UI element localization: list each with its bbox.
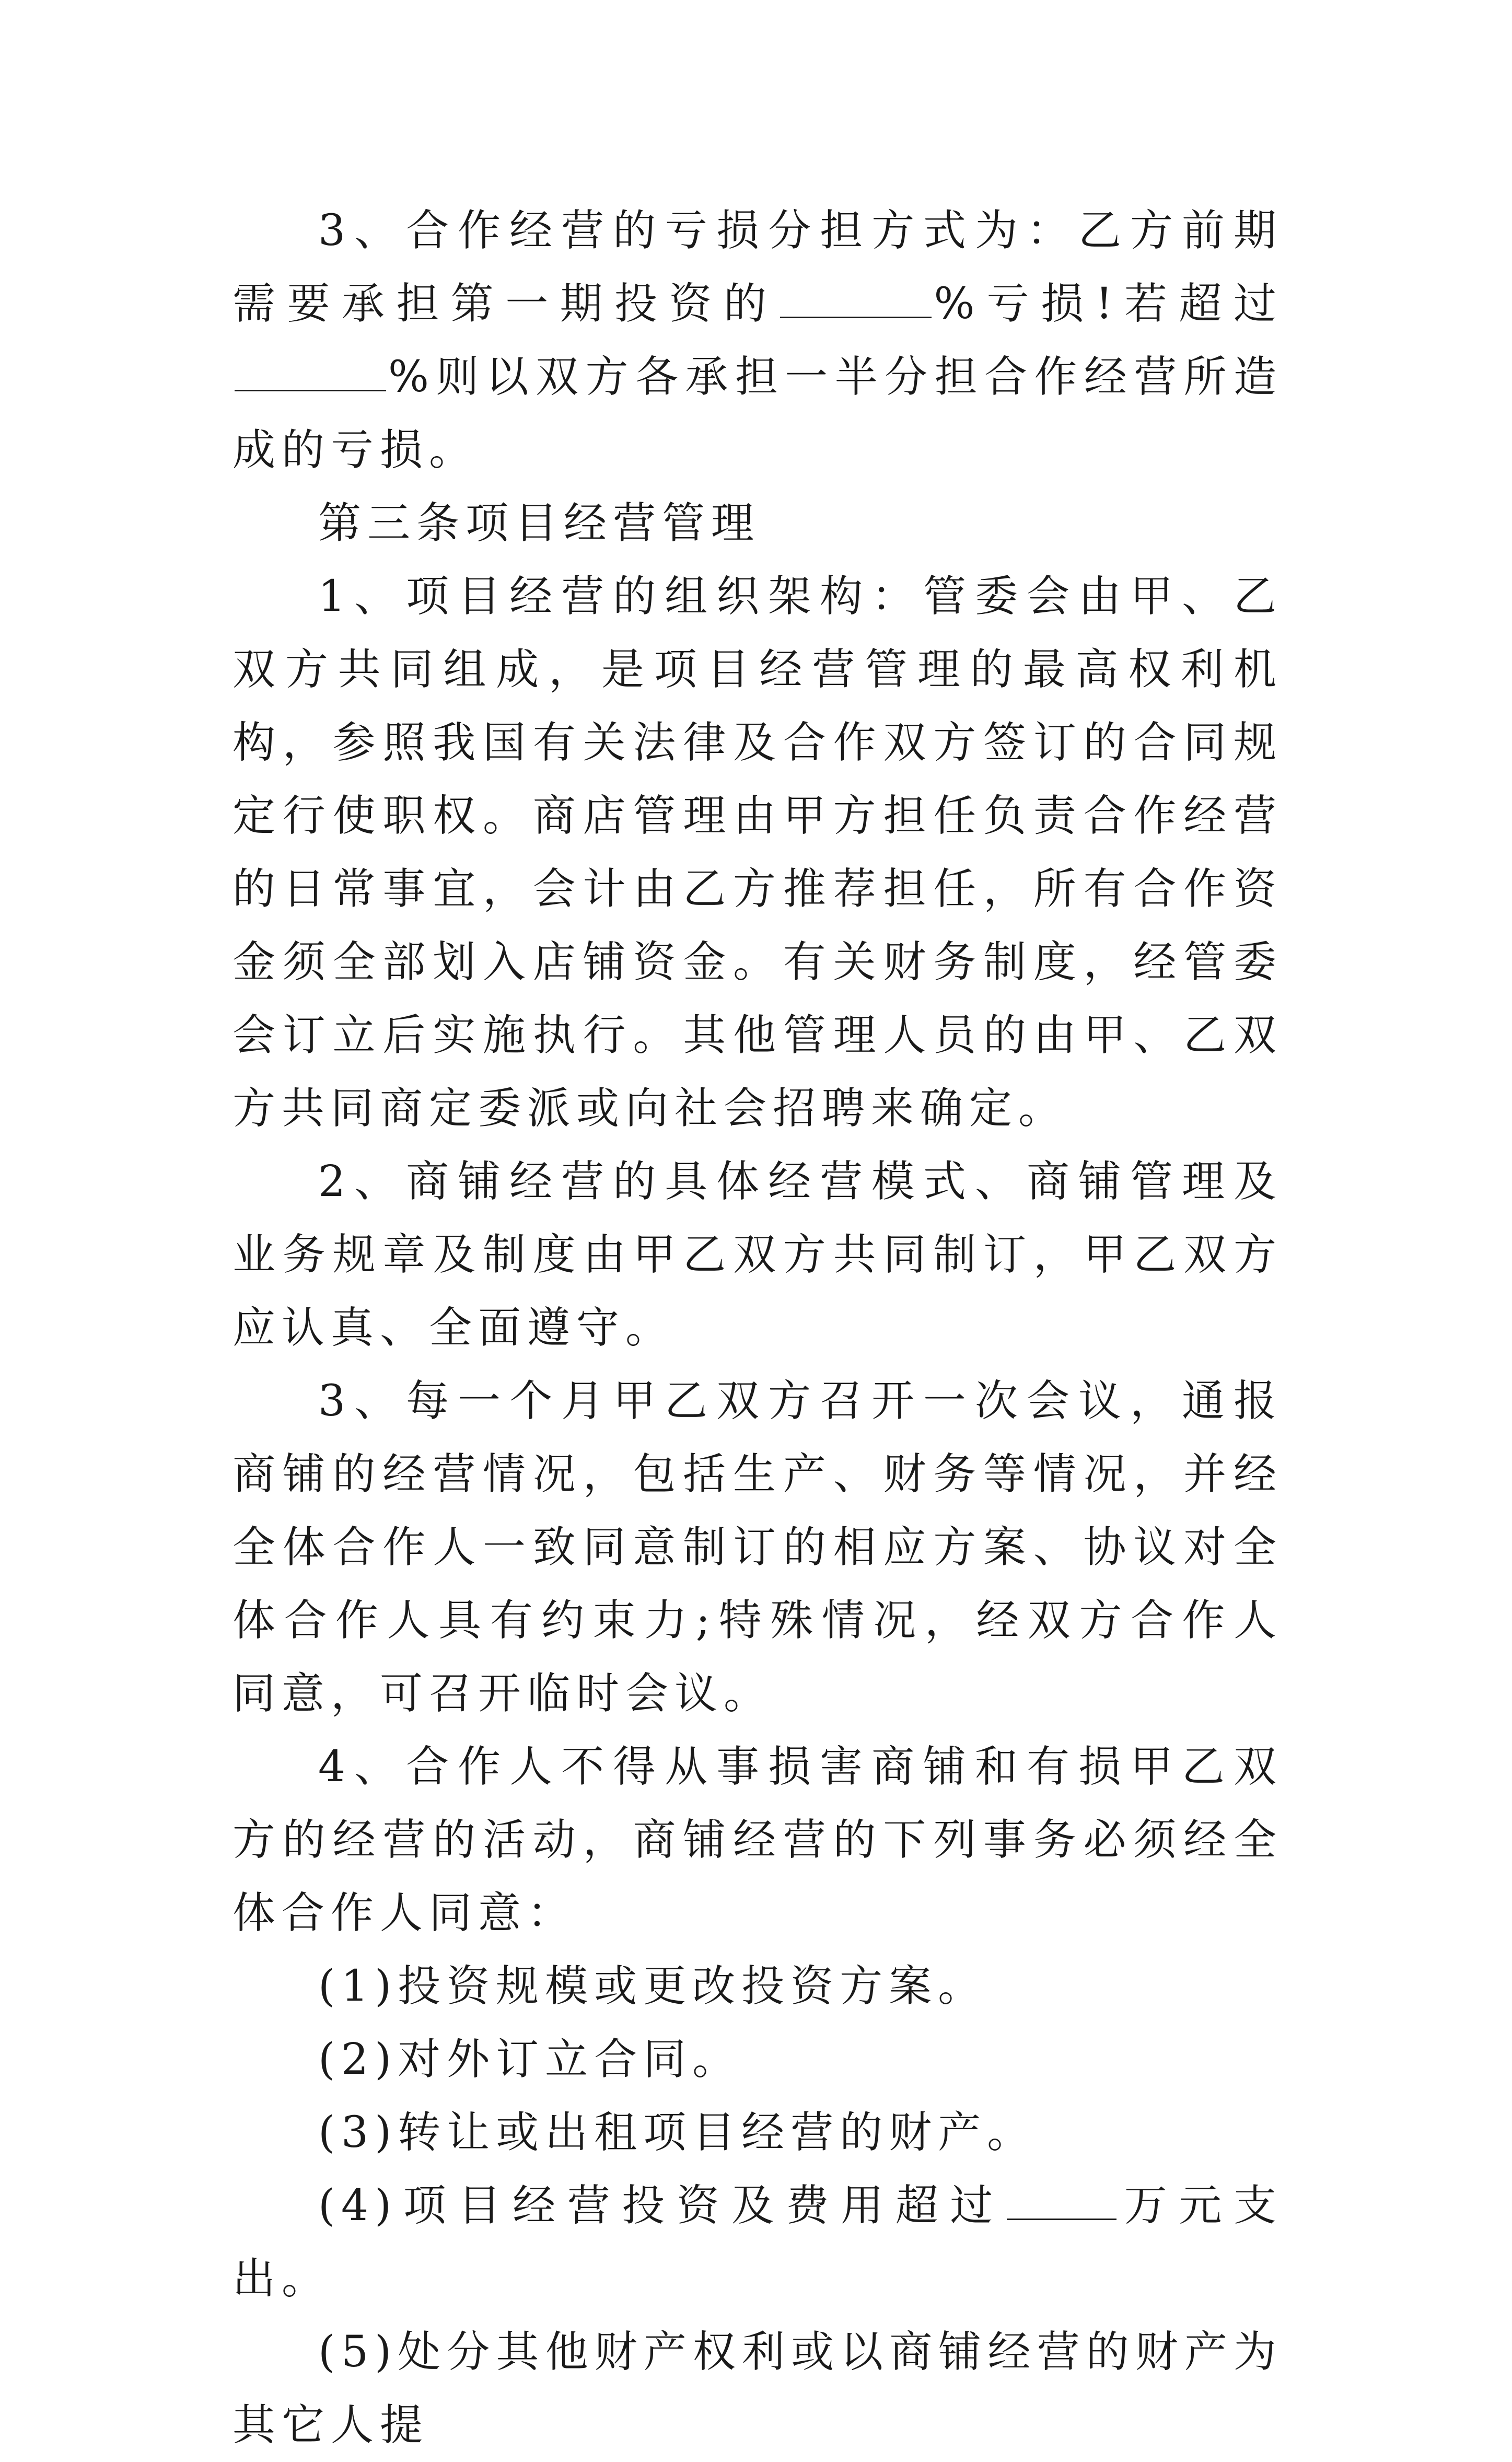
list-item-2: (2)对外订立合同。	[318, 2035, 742, 2084]
document-body	[232, 194, 1283, 2462]
list-item-4-text-start: (4)项目经营投资及费用超过	[318, 2181, 1005, 2231]
paragraph-prohibited-activities: 4、合作人不得从事损害商铺和有损甲乙双方的经营的活动，商铺经营的下列事务必须经全体合作人同意：	[232, 1742, 1283, 1938]
list-item-4-text-end: 万元支出。	[232, 2181, 1283, 2304]
section-heading-article-3: 第三条项目经营管理	[318, 498, 761, 548]
list-item-5: (5)处分其他财产权利或以商铺经营的财产为其它人提	[232, 2327, 1283, 2450]
list-item-4	[232, 2169, 1283, 2316]
paragraph-organization: 1、项目经营的组织架构：管委会由甲、乙双方共同组成，是项目经营管理的最高权利机构，参照我国有关法律及合作双方签订的合同规定行使职权。商店管理由甲方担任负责合作经营的日常事宜，会计由乙方推荐担任，所有合作资金须全部划入店铺资金。有关财务制度，经管委会订立后实施执行。其他管理人员的由甲、乙双方共同商定委派或向社会招聘来确定。	[232, 572, 1283, 1133]
blank-expense-amount	[1007, 2181, 1116, 2220]
loss-sharing-text-middle: %亏损!若超过	[934, 279, 1283, 329]
loss-sharing-text-end: %则以双方各承担一半分担合作经营所造成的亏损。	[232, 352, 1283, 475]
list-item-1: (1)投资规模或更改投资方案。	[318, 1961, 987, 2011]
loss-sharing-text-start: 3、合作经营的亏损分担方式为：乙方前期需要承担第一期投资的	[232, 206, 1283, 329]
blank-exceed-percent	[235, 352, 386, 391]
paragraph-loss-sharing	[232, 194, 1283, 487]
list-item-3: (3)转让或出租项目经营的财产。	[318, 2108, 1037, 2157]
blank-loss-percent	[780, 279, 932, 318]
paragraph-monthly-meeting: 3、每一个月甲乙双方召开一次会议，通报商铺的经营情况，包括生产、财务等情况，并经全体合作人一致同意制订的相应方案、协议对全体合作人具有约束力;特殊情况，经双方合作人同意，可召开临时会议。	[232, 1376, 1283, 1718]
paragraph-business-model: 2、商铺经营的具体经营模式、商铺管理及业务规章及制度由甲乙双方共同制订，甲乙双方应认真、全面遵守。	[232, 1157, 1283, 1353]
